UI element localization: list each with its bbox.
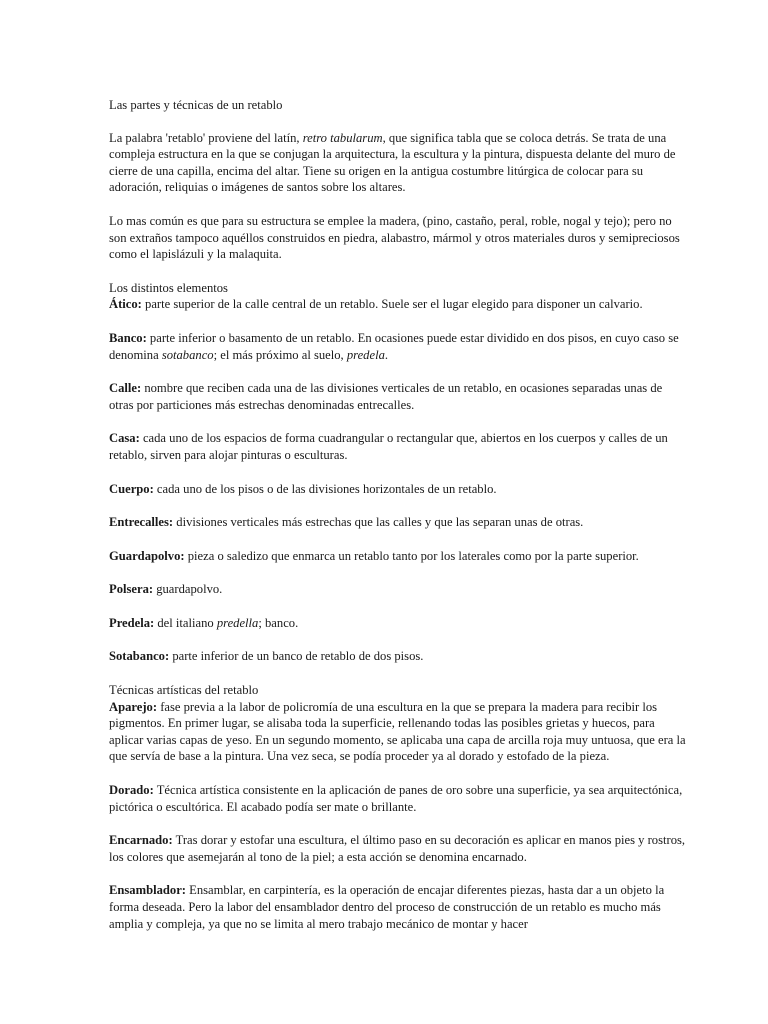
definition: parte inferior de un banco de retablo de dos pisos.: [169, 649, 424, 664]
latin-term: retro tabularum: [302, 130, 383, 145]
definition-atico: [109, 296, 688, 313]
term: Sotabanco:: [109, 649, 170, 664]
definition-encarnado: [109, 832, 688, 865]
definition: pieza o saledizo que enmarca un retablo tanto por los laterales como por la parte superior.: [184, 548, 639, 563]
definition: Técnica artística consistente en la aplicación de panes de oro sobre una superficie, ya sea arquitectónica, pictórica o escultórica. El acabado podía ser mate o brillante.: [109, 783, 683, 814]
term: Entrecalles:: [109, 515, 174, 530]
intro-paragraph-2: Lo mas común es que para su estructura se emplee la madera, (pino, castaño, peral, roble, nogal y tejo); pero no son extraños tampoco aquéllos construidos en piedra, alabastro, mármol y otros materiales duros y semipreciosos como el lapislázuli y la malaquita.: [109, 213, 680, 262]
definition: divisiones verticales más estrechas que las calles y que las separan unas de otras.: [173, 515, 584, 530]
term: Dorado:: [109, 783, 154, 798]
intro-paragraph-1: [109, 130, 688, 196]
definition: cada uno de los pisos o de las divisiones horizontales de un retablo.: [153, 481, 497, 496]
definition: Ensamblar, en carpintería, es la operación de encajar diferentes piezas, hasta dar a un objeto la forma deseada. Pero la labor del ensamblador dentro del proceso de construcción de un retablo es mucho más amplia y compleja, ya que no se limita al mero trabajo mecánico de montar y hacer: [109, 883, 665, 931]
definition-sotabanco: [109, 648, 688, 665]
definition: fase previa a la labor de policromía de una escultura en la que se prepara la madera para recibir los pigmentos. En primer lugar, se alisaba toda la superficie, rellenando todas las posibles grietas y huecos, para aplicar varias capas de yeso. En un segundo momento, se aplicaba una capa de arcilla roja muy untuosa, que era la que servía de base a la pintura. Una vez seca, se podía proceder ya al dorado y estofado de la pieza.: [109, 699, 686, 764]
definition: .: [384, 347, 389, 362]
italic-term: sotabanco: [161, 347, 214, 362]
section-heading-elements: Los distintos elementos: [109, 280, 228, 295]
definition-entrecalles: [109, 514, 688, 531]
definition-polsera: [109, 581, 688, 598]
definition-ensamblador: [109, 882, 688, 932]
definition: Tras dorar y estofar una escultura, el último paso en su decoración es aplicar en manos pies y rostros, los colores que asemejarán al tono de la piel; a esta acción se denomina encarnado.: [109, 833, 686, 864]
definition: ; banco.: [258, 615, 299, 630]
definition: nombre que reciben cada una de las divisiones verticales de un retablo, en ocasiones separadas unas de otras por particiones más estrechas denominadas entrecalles.: [109, 381, 663, 412]
definition: parte superior de la calle central de un retablo. Suele ser el lugar elegido para disponer un calvario.: [141, 297, 643, 312]
definition-calle: [109, 380, 688, 413]
definition-banco: [109, 330, 688, 363]
definition: del italiano: [154, 615, 217, 630]
definition: cada uno de los espacios de forma cuadrangular o rectangular que, abiertos en los cuerpos y calles de un retablo, sirven para alojar pinturas o esculturas.: [109, 431, 668, 462]
term: Predela:: [109, 615, 155, 630]
term: Ático:: [109, 297, 142, 312]
term: Calle:: [109, 381, 142, 396]
section-heading-techniques: Técnicas artísticas del retablo: [109, 683, 259, 698]
definition: guardapolvo.: [153, 582, 223, 597]
intro-text: , que significa tabla que se coloca detrás. Se trata de una compleja estructura en la que se conjugan la arquitectura, la escultura y la pintura, dispuesta delante del muro de cierre de una capilla, encima del altar. Tiene su origen en la antigua costumbre litúrgica de colocar para su adoración, reliquias o imágenes de santos sobre los altares.: [109, 130, 676, 195]
term: Encarnado:: [109, 833, 173, 848]
definition-cuerpo: [109, 481, 688, 498]
definition-guardapolvo: [109, 548, 688, 565]
term: Polsera:: [109, 582, 154, 597]
term: Cuerpo:: [109, 481, 154, 496]
term: Ensamblador:: [109, 883, 186, 898]
term: Banco:: [109, 330, 147, 345]
definition: ; el más próximo al suelo,: [213, 347, 347, 362]
intro-text: La palabra 'retablo' proviene del latín,: [109, 130, 303, 145]
term: Guardapolvo:: [109, 548, 185, 563]
definition-casa: [109, 430, 688, 463]
italic-term: predela: [346, 347, 385, 362]
term: Casa:: [109, 431, 140, 446]
term: Aparejo:: [109, 699, 158, 714]
document-title: Las partes y técnicas de un retablo: [109, 98, 283, 112]
definition-aparejo: [109, 699, 688, 765]
definition-dorado: [109, 782, 688, 815]
definition: parte inferior o basamento de un retablo. En ocasiones puede estar dividido en dos pisos, en cuyo caso se denomina: [109, 330, 679, 362]
definition-predela: [109, 615, 688, 632]
italic-term: predella: [216, 615, 259, 630]
